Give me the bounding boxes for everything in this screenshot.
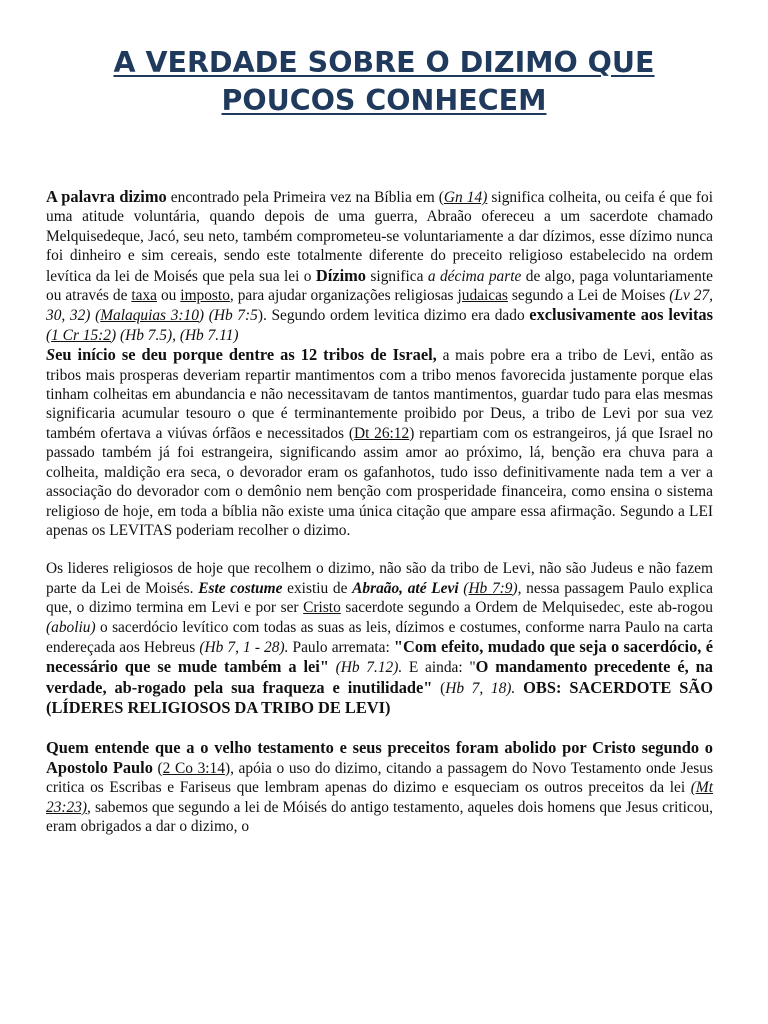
paragraph-3: Quem entende que a o velho testamento e seus preceitos foram abolido por Cristo segundo o Apostolo Paulo (2 Co 3:14), apóia o uso do dizimo, citando a passagem do Novo Testamento onde Jesus critica os Escribas e Fariseus que lembram apenas do dizimo e esqueciam os outros preceitos da lei (Mt 23:23), sabemos que segundo a lei de Móisés do antigo testamento, aqueles dois homens que Jesus criticou, eram obrigados a dar o dizimo, o [46,737,713,836]
reference: Malaquias 3:10 [100,307,199,325]
document-title [40,44,728,120]
reference: Hb 7, 18). [445,679,516,697]
emphasis: Quem entende que a o velho testamento e seus preceitos foram abolido por Cristo segundo o Apostolo Paulo [46,737,713,777]
emphasis: Abraão, até Levi [352,579,459,597]
underlined-term: judaicas [457,287,508,305]
reference: 2 Co 3:14 [162,759,225,777]
underlined-term: Cristo [303,599,341,617]
reference: (Mt 23:23) [46,779,713,816]
reference: (Lv 27, 30, 32) ( [46,287,713,325]
paragraph-1: A palavra dizimo encontrado pela Primeira vez na Bíblia em (Gn 14) significa colheita, ou ceifa é que foi uma atitude voluntária, quando depois de uma guerra, Abraão ofereceu a um sacerdote chamado Melquisedeque, Jacó, seu neto, também comprometeu-se voluntariamente a dar dízimos, esse dízimo nunca foi dinheiro e sim cereais, sendo este totalmente diferente do preceito religioso estabelecido na ordem levítica da lei de Moisés que pela sua lei o Dízimo significa a décima parte de algo, paga voluntariamente ou através de taxa ou imposto, para ajudar organizações religiosas judaicas segundo a Lei de Moises (Lv 27, 30, 32) (Malaquias 3:10) (Hb 7:5). Segundo ordem levitica dizimo era dado exclusivamente aos levitas (1 Cr 15:2) (Hb 7.5), (Hb 7.11) Seu início se deu porque dentre as 12 tribos de Israel, a mais pobre era a tribo de Levi, então as tribos mais prosperas deveriam repartir mantimentos com a tribo menos favorecida justamente porque elas tinham colheitas em abundancia e não necessitavam de tantos mantimentos, guardar tudo para elas mesmas significaria acumular tesouro o que é terminantemente proibido por Deus, a tribo de Levi por sua vez também ofertava a viúvas órfãos e necessitados (Dt 26:12) repartiam com os estrangeiros, já que Israel no passado também já foi estrangeira, significando assim amor ao próximo, lá, benção era chuva para a colheita, maldição era seca, o devorador eram os gafanhotos, tudo isso definitivamente nada tem a ver a associação do devorador com o demônio nem benção com prosperidade financeira, como ensina o sistema religioso de hoje, em toda a bíblia não existe uma única citação que ampare essa afirmação. Segundo a LEI apenas os LEVITAS poderiam recolher o dizimo. [46,187,714,539]
paragraph-2: Os lideres religiosos de hoje que recolhem o dizimo, não são da tribo de Levi, não são Judeus e não fazem parte da Lei de Moisés. Este costume existiu de Abraão, até Levi (Hb 7:9), nessa passagem Paulo explica que, o dizimo termina em Levi e por ser Cristo sacerdote segundo a Ordem de Melquisedec, este ab-rogou (aboliu) o sacerdócio levítico com todas as suas as leis, dízimos e costumes, conforme narra Paulo na carta endereçada aos Hebreus (Hb 7, 1 - 28). Paulo arremata: "Com efeito, mudado que seja o sacerdócio, é necessário que se mude também a lei" (Hb 7.12). E ainda: "O mandamento precedente é, na verdade, ab-rogado pela sua fraqueza e inutilidade" (Hb 7, 18). OBS: SACERDOTE SÃO (LÍDERES RELIGIOSOS DA TRIBO DE LEVI) [46,560,714,718]
note: OBS: SACERDOTE SÃO (LÍDERES RELIGIOSOS DA TRIBO DE LEVI) [46,677,713,718]
reference: (Hb 7, 1 - 28). [199,638,289,656]
dropped-letter: S [46,345,56,365]
emphasis: Este costume [198,579,283,597]
reference: Gn 14) [443,189,488,206]
quote: O mandamento precedente é, na verdade, ab-rogado pela sua fraqueza e inutilidade" [46,657,713,697]
emphasis: eu início se deu porque dentre as 12 tribos de Israel, [55,345,437,365]
reference: (Hb 7.12). [328,659,403,677]
lead-phrase: A palavra dizimo [46,187,167,206]
document-body [46,187,713,837]
underlined-term: imposto [180,287,230,305]
reference: Dt 26:12 [353,424,410,442]
quote: "Com efeito, mudado que seja o sacerdócio, é necessário que se mude também a lei" [46,636,714,677]
reference: ) (Hb 7:5 [198,307,258,325]
title-line-2: POUCOS CONHECEM [221,84,547,117]
keyword: Dízimo [315,265,366,285]
emphasis: exclusivamente aos levitas [529,305,714,325]
underlined-term: taxa [131,287,157,305]
reference: Hb 7:9 [468,579,513,597]
title-line-1: A VERDADE SOBRE O DIZIMO QUE [113,46,655,79]
reference: 1 Cr 15:2 [51,326,111,344]
reference: ) (Hb 7.5), (Hb 7.11) [111,326,239,344]
